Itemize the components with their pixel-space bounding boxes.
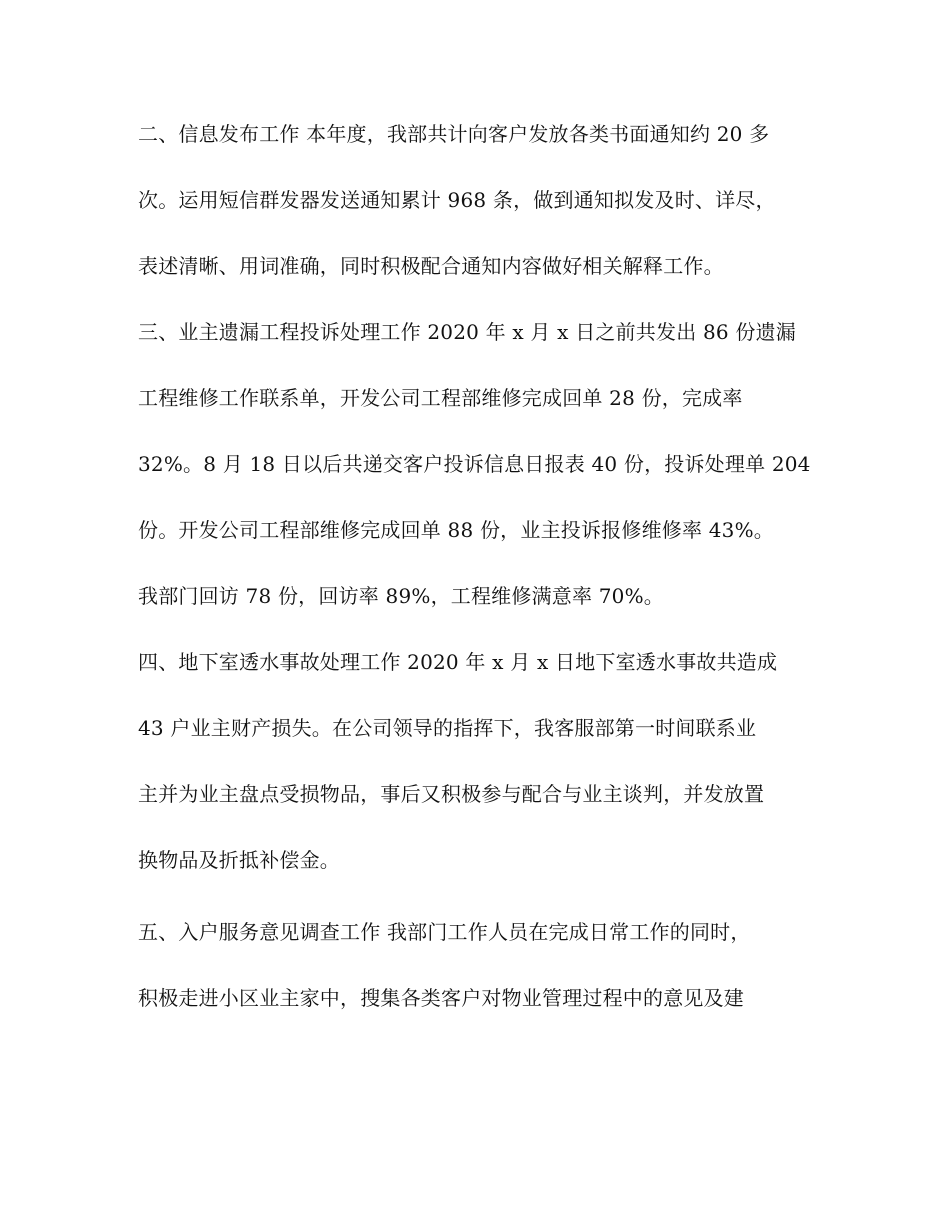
body-line-1: 二、信息发布工作 本年度，我部共计向客户发放各类书面通知约 20 多 <box>138 122 770 146</box>
body-line-11: 主并为业主盘点受损物品，事后又积极参与配合与业主谈判，并发放置 <box>138 782 765 806</box>
body-line-2: 次。运用短信群发器发送通知累计 968 条，做到通知拟发及时、详尽， <box>138 188 776 212</box>
body-line-9: 四、地下室透水事故处理工作 2020 年 x 月 x 日地下室透水事故共造成 <box>138 650 778 674</box>
body-line-12: 换物品及折抵补偿金。 <box>138 848 340 872</box>
body-line-8: 我部门回访 78 份，回访率 89%，工程维修满意率 70%。 <box>138 584 664 608</box>
body-line-13: 五、入户服务意见调查工作 我部门工作人员在完成日常工作的同时， <box>138 920 751 944</box>
body-line-5: 工程维修工作联系单，开发公司工程部维修完成回单 28 份，完成率 <box>138 386 743 410</box>
body-line-3: 表述清晰、用词准确，同时积极配合通知内容做好相关解释工作。 <box>138 254 724 278</box>
document-body <box>138 122 818 1052</box>
body-line-7: 份。开发公司工程部维修完成回单 88 份，业主投诉报修维修率 43%。 <box>138 518 774 542</box>
body-line-4: 三、业主遗漏工程投诉处理工作 2020 年 x 月 x 日之前共发出 86 份遗漏 <box>138 320 796 344</box>
body-line-10: 43 户业主财产损失。在公司领导的指挥下，我客服部第一时间联系业 <box>138 716 757 740</box>
body-line-14: 积极走进小区业主家中，搜集各类客户对物业管理过程中的意见及建 <box>138 986 744 1010</box>
body-line-6: 32%。8 月 18 日以后共递交客户投诉信息日报表 40 份，投诉处理单 204 <box>138 452 811 476</box>
